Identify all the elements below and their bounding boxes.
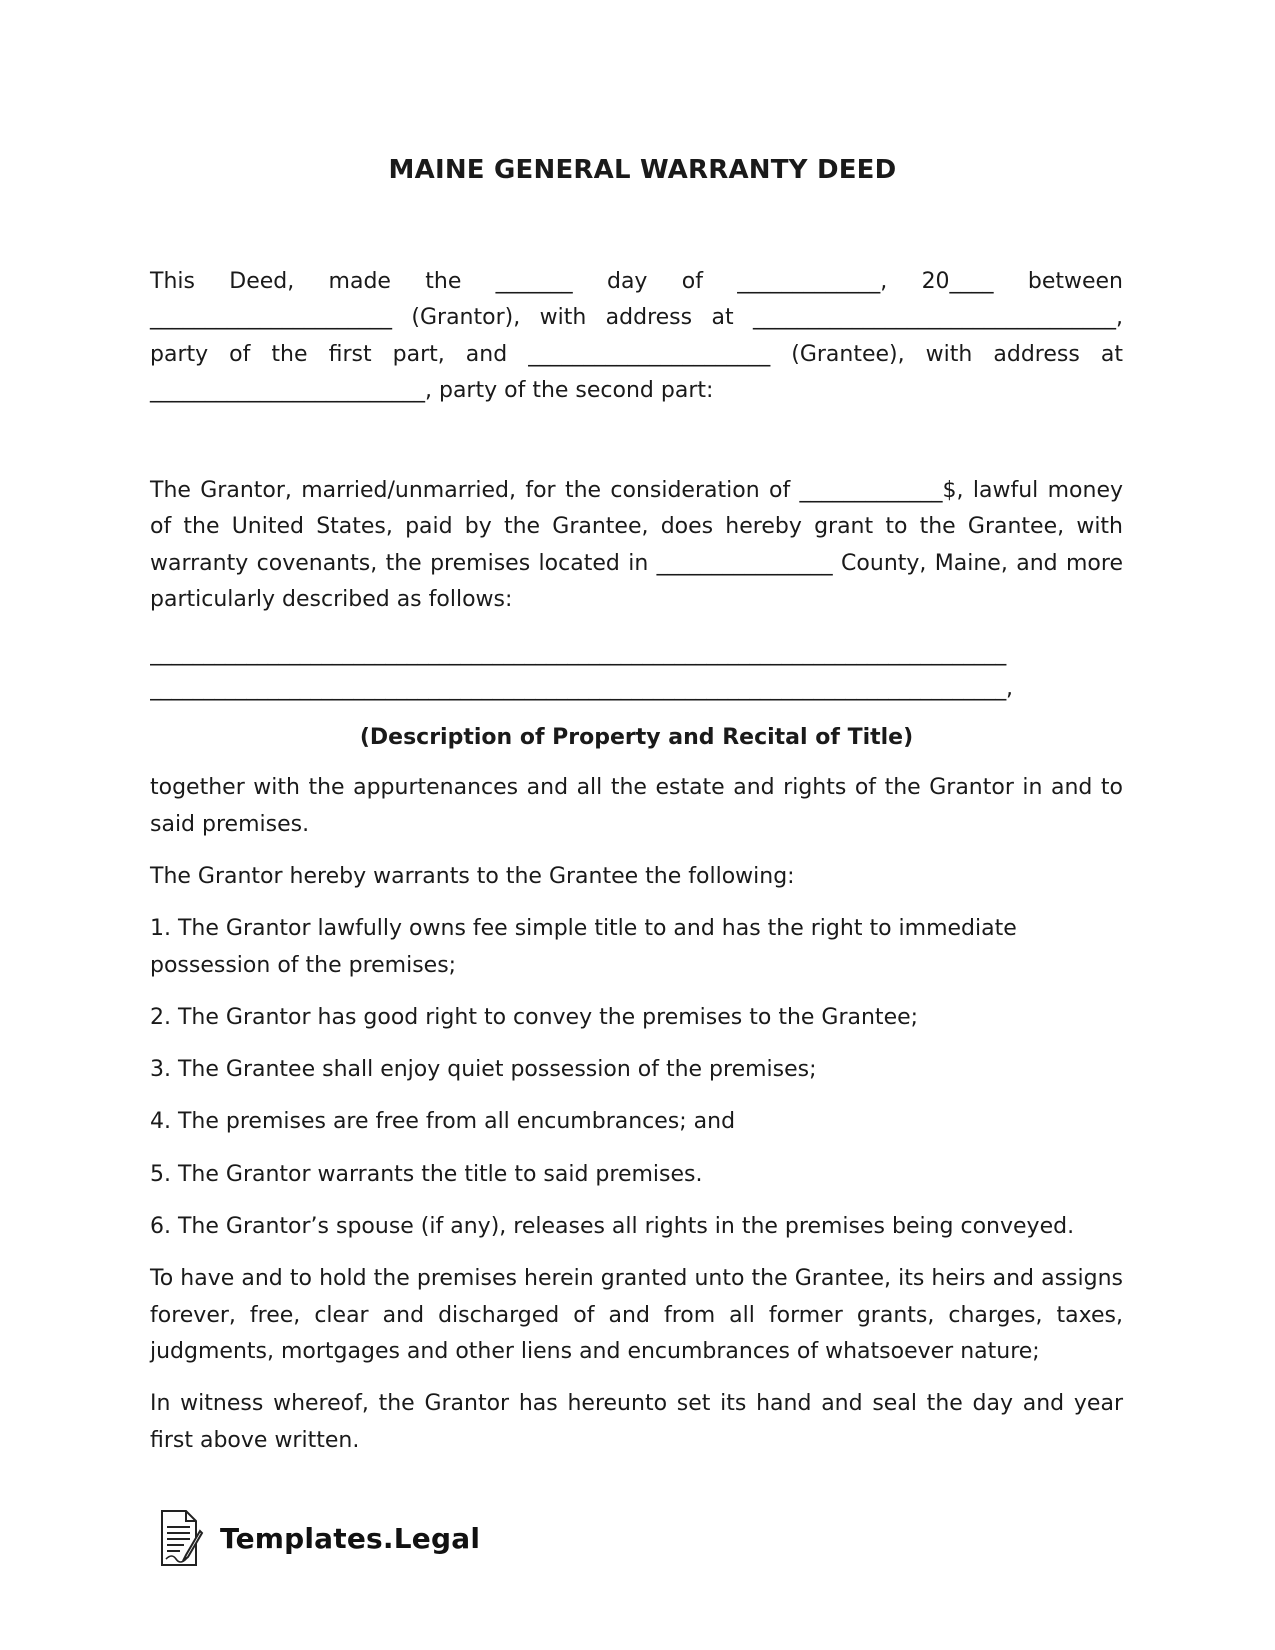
appurtenances-paragraph: together with the appurtenances and all the estate and rights of the Grantor in and to said premises.	[150, 775, 1123, 837]
description-subheading: (Description of Property and Recital of Title)	[359, 725, 914, 751]
warrants-intro-paragraph: The Grantor hereby warrants to the Grantee the following:	[150, 863, 795, 889]
footer-branding	[156, 1508, 480, 1568]
consideration-paragraph: The Grantor, married/unmarried, for the consideration of _____________$, lawful money of the United States, paid by the Grantee, does hereby grant to the Grantee, with warranty covenants, the premises located in ________________ County, Maine, and more particularly described as follows:	[150, 478, 1123, 613]
warranty-item: 1. The Grantor lawfully owns fee simple title to and has the right to immediate possession of the premises;	[150, 916, 1017, 978]
habendum-paragraph: To have and to hold the premises herein granted unto the Grantee, its heirs and assigns forever, free, clear and discharged of and from all former grants, charges, taxes, judgments, mortgages and other liens and encumbrances of whatsoever nature;	[150, 1266, 1123, 1364]
document-body	[150, 152, 1123, 1459]
warranty-item: 6. The Grantor’s spouse (if any), releases all rights in the premises being conveyed.	[150, 1214, 1075, 1240]
warranty-item: 2. The Grantor has good right to convey the premises to the Grantee;	[150, 1004, 919, 1030]
brand-name: Templates.Legal	[220, 1521, 481, 1555]
description-blank-line-1: ________________________________________________________________________________	[150, 641, 1007, 667]
warranty-item: 3. The Grantee shall enjoy quiet possession of the premises;	[150, 1057, 817, 1083]
warranty-item: 5. The Grantor warrants the title to said premises.	[150, 1161, 703, 1187]
document-pen-icon	[156, 1509, 204, 1567]
intro-paragraph: This Deed, made the _______ day of _____________, 20____ between ______________________ (Grantor), with address at _________________________________, party of the first part, and ______________________ (Grantee), with address at _________________________, party of the second part:	[150, 269, 1123, 403]
property-description-lines	[150, 636, 1123, 706]
warranty-list	[150, 911, 1123, 1245]
document-title: MAINE GENERAL WARRANTY DEED	[388, 155, 897, 185]
description-blank-line-2: ________________________________________________________________________________,	[150, 676, 1013, 702]
witness-paragraph: In witness whereof, the Grantor has hereunto set its hand and seal the day and year first above written.	[150, 1391, 1123, 1453]
warranty-item: 4. The premises are free from all encumbrances; and	[150, 1109, 736, 1135]
